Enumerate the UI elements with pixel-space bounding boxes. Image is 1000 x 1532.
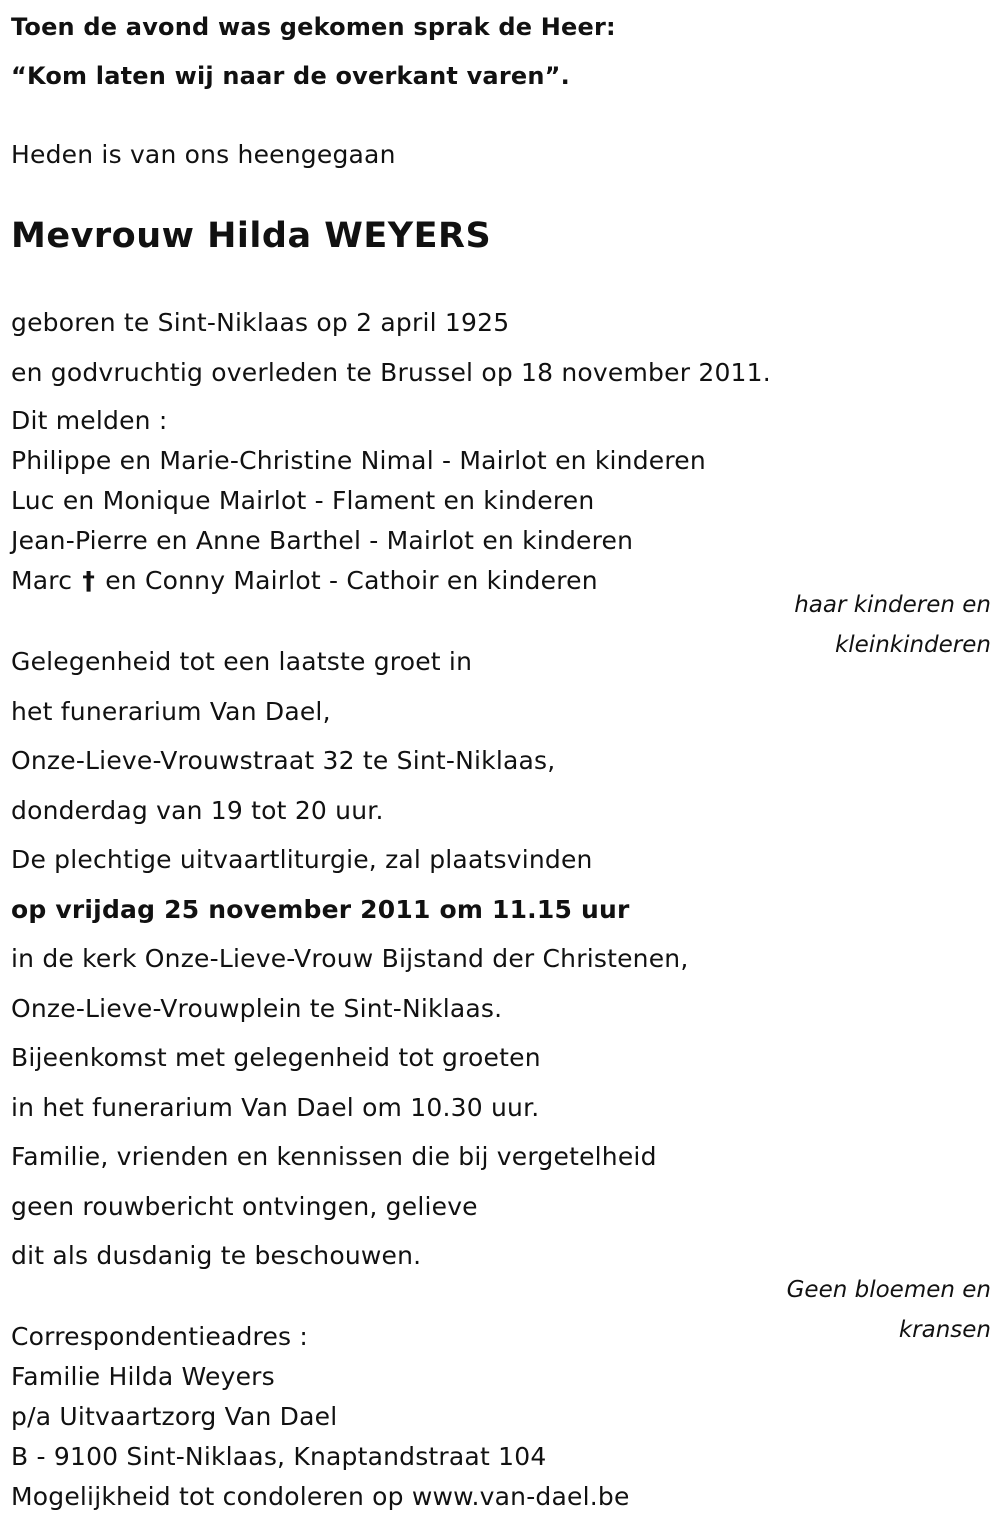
side-note-flowers [787,1270,991,1350]
ceremony-line-7: in de kerk Onze-Lieve-Vrouw Bijstand der Christenen, [11,944,689,973]
ceremony-line-13: dit als dusdanig te beschouwen. [11,1241,422,1270]
family-line-3: Jean-Pierre en Anne Barthel - Mairlot en kinderen [11,526,634,555]
side-note-children [794,585,991,665]
family-line-2: Luc en Monique Mairlot - Flament en kinderen [11,486,595,515]
ceremony-line-11: Familie, vrienden en kennissen die bij vergetelheid [11,1142,657,1171]
ceremony-line-5: De plechtige uitvaartliturgie, zal plaatsvinden [11,845,593,874]
intro-text: Heden is van ons heengegaan [11,140,396,169]
family-line-4 [11,566,598,596]
deceased-name: Mevrouw Hilda WEYERS [11,216,492,256]
side-note-children-line-1: haar kinderen en [794,592,991,618]
side-note-flowers-line-1: Geen bloemen en [786,1277,991,1303]
condolence-line: Mogelijkheid tot condoleren op www.van-dael.be [11,1482,630,1511]
correspondence-label: Correspondentieadres : [11,1322,309,1351]
ceremony-line-1: Gelegenheid tot een laatste groet in [11,647,473,676]
cross-icon: † [82,566,96,595]
side-note-children-line-2: kleinkinderen [834,632,991,658]
family-line-4-before: Marc [11,566,73,595]
ceremony-line-3: Onze-Lieve-Vrouwstraat 32 te Sint-Niklaas, [11,746,556,775]
ceremony-date-line: op vrijdag 25 november 2011 om 11.15 uur [11,895,630,924]
ceremony-line-8: Onze-Lieve-Vrouwplein te Sint-Niklaas. [11,994,503,1023]
ceremony-line-12: geen rouwbericht ontvingen, gelieve [11,1192,478,1221]
ceremony-line-10: in het funerarium Van Dael om 10.30 uur. [11,1093,540,1122]
ceremony-line-4: donderdag van 19 tot 20 uur. [11,796,384,825]
ceremony-line-9: Bijeenkomst met gelegenheid tot groeten [11,1043,541,1072]
family-line-1: Philippe en Marie-Christine Nimal - Mairlot en kinderen [11,446,706,475]
ceremony-line-2: het funerarium Van Dael, [11,697,331,726]
correspondence-line-3: p/a Uitvaartzorg Van Dael [11,1402,338,1431]
death-line: en godvruchtig overleden te Brussel op 18 november 2011. [11,358,771,387]
family-line-4-after: en Conny Mairlot - Cathoir en kinderen [105,566,598,595]
motto-line-2: “Kom laten wij naar de overkant varen”. [11,62,570,90]
motto-line-1: Toen de avond was gekomen sprak de Heer: [11,13,616,41]
birth-line: geboren te Sint-Niklaas op 2 april 1925 [11,308,510,337]
announce-label: Dit melden : [11,406,168,435]
side-note-flowers-line-2: kransen [898,1317,991,1343]
correspondence-line-2: Familie Hilda Weyers [11,1362,275,1391]
correspondence-line-4: B - 9100 Sint-Niklaas, Knaptandstraat 104 [11,1442,547,1471]
